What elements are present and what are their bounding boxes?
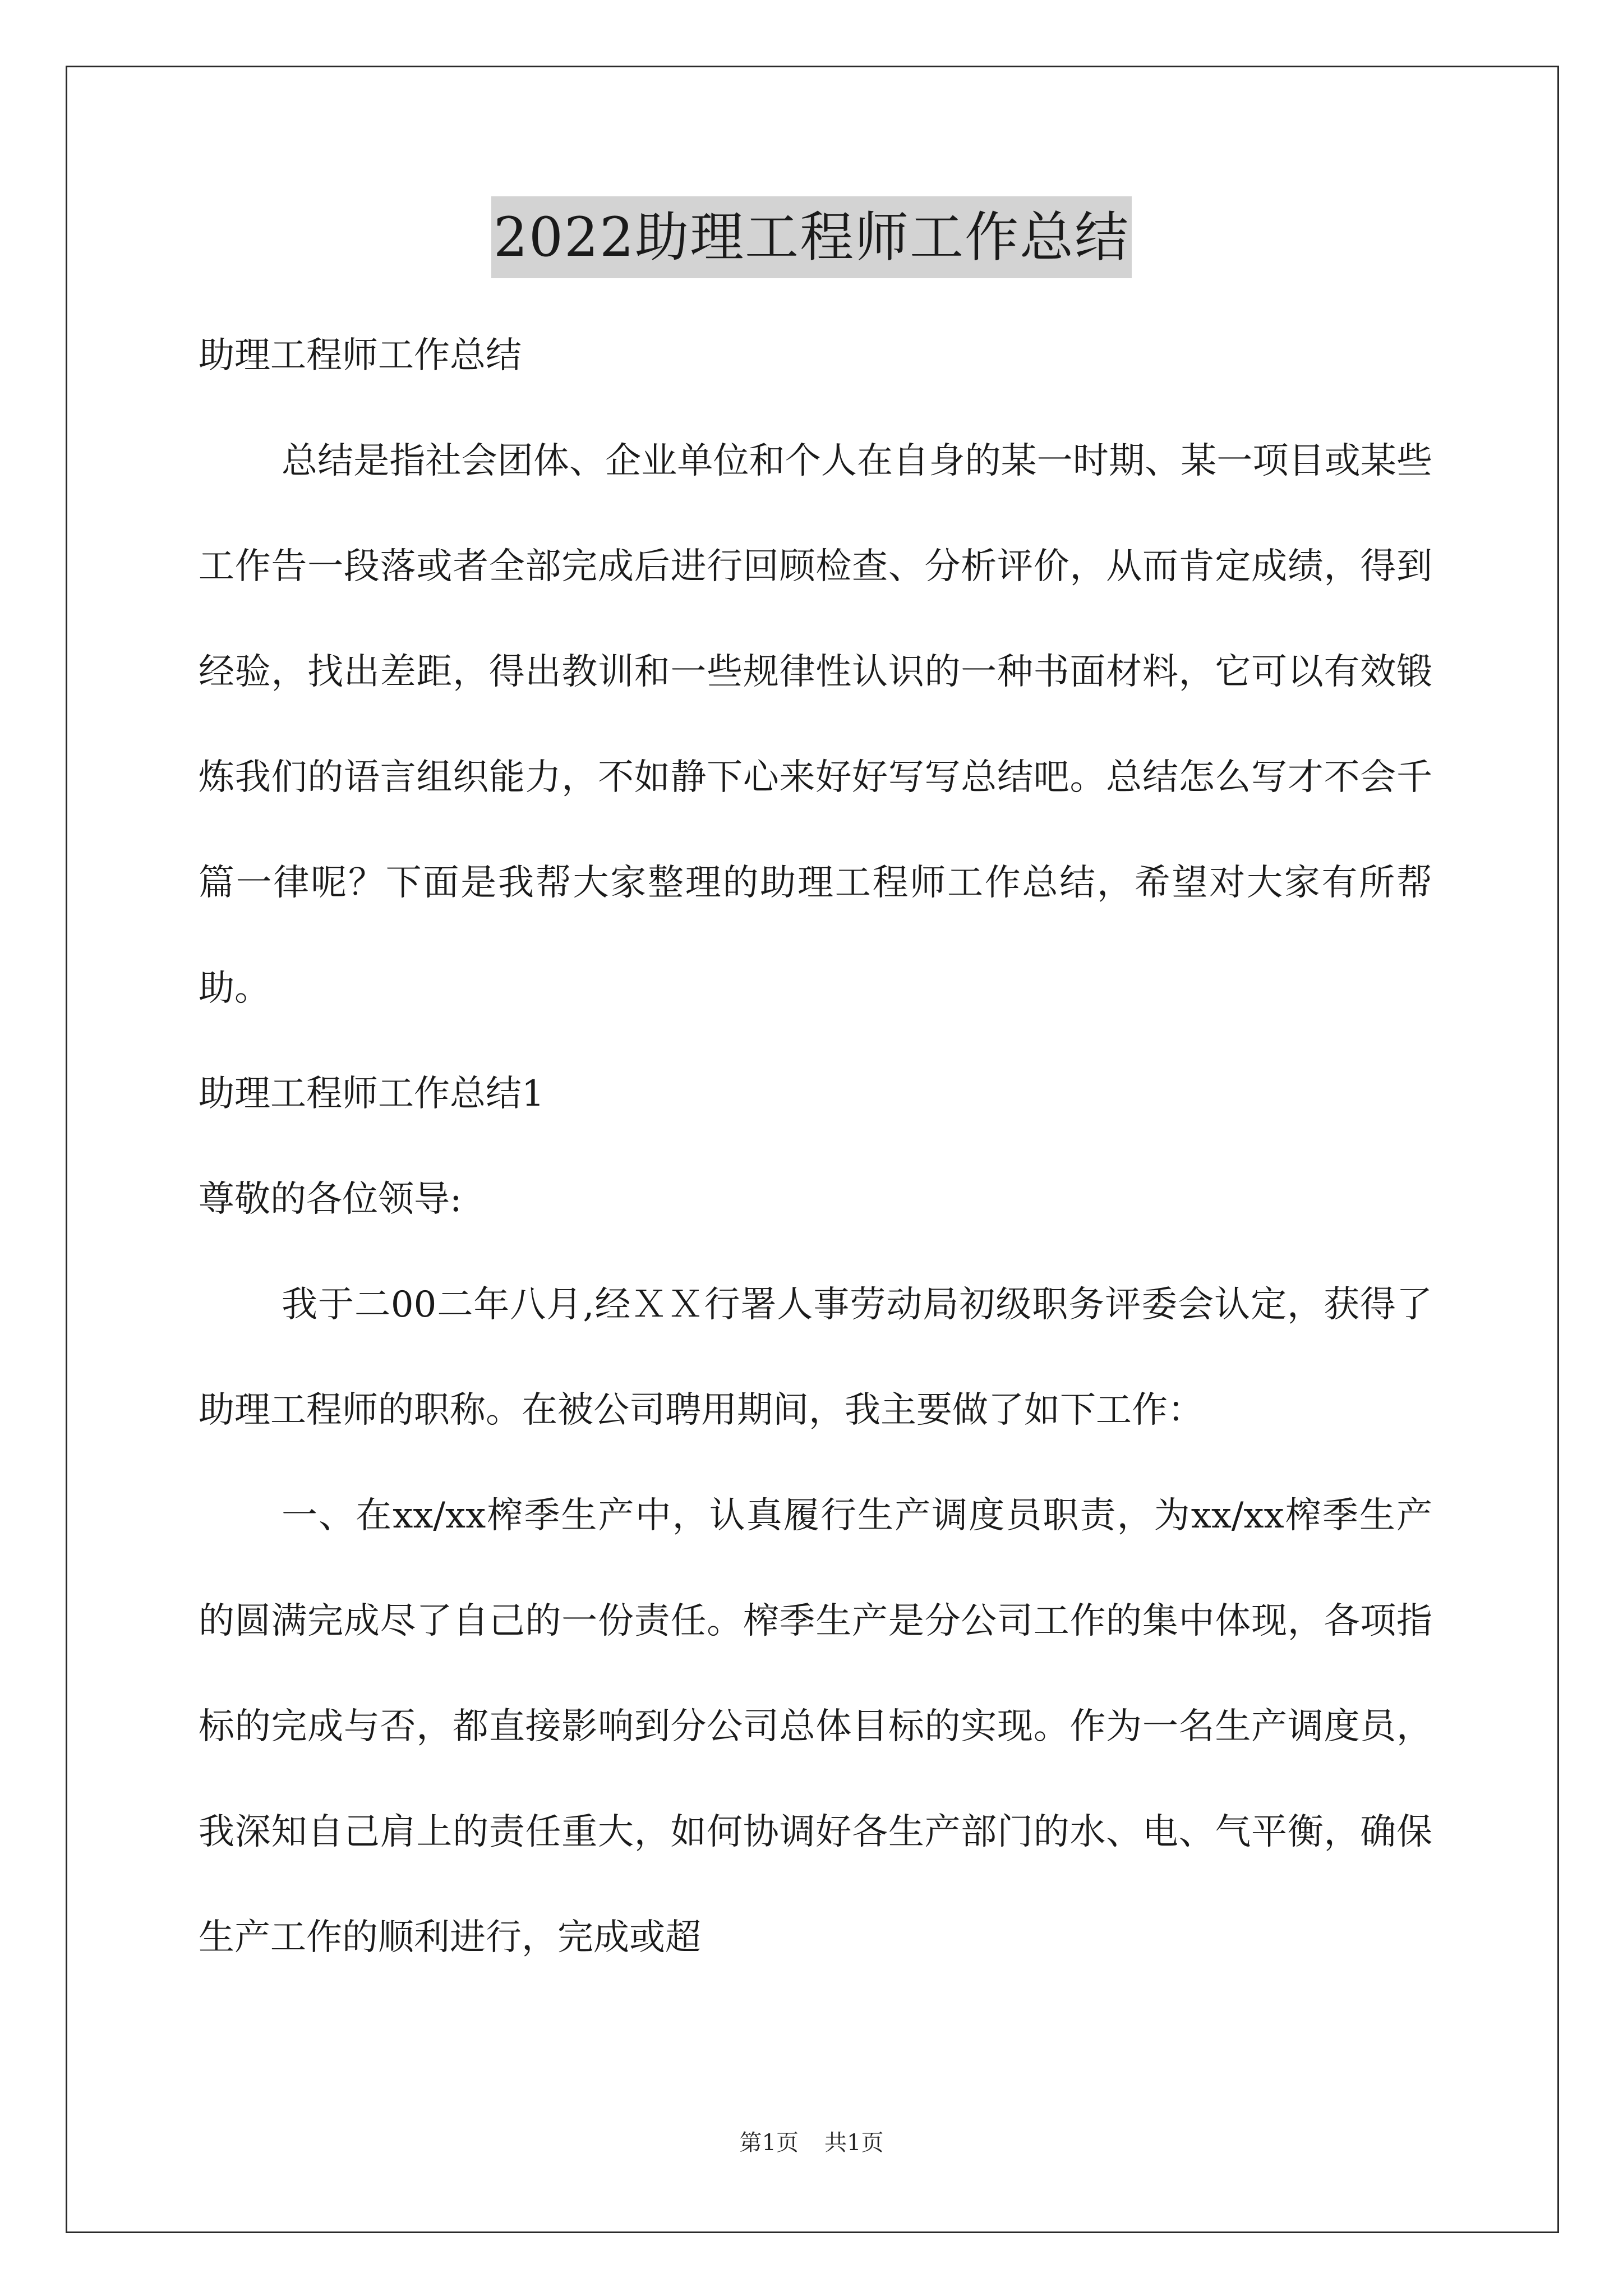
- body-paragraph: 一、在xx/xx榨季生产中，认真履行生产调度员职责，为xx/xx榨季生产的圆满完成尽了自己的一份责任。榨季生产是分公司工作的集中体现，各项指标的完成与否，都直接影响到分公司总体目标的实现。作为一名生产调度员，我深知自己肩上的责任重大，如何协调好各生产部门的水、电、气平衡，确保生产工作的顺利进行，完成或超: [199, 1495, 1432, 1958]
- document-body: [199, 303, 1432, 1990]
- page-total: 共1页: [824, 2130, 884, 2156]
- intro-paragraph: 总结是指社会团体、企业单位和个人在自身的某一时期、某一项目或某些工作告一段落或者全部完成后进行回顾检查、分析评价，从而肯定成绩，得到经验，找出差距，得出教训和一些规律性认识的一种书面材料，它可以有效锻炼我们的语言组织能力，不如静下心来好好写写总结吧。总结怎么写才不会千篇一律呢？下面是我帮大家整理的助理工程师工作总结，希望对大家有所帮助。: [199, 440, 1432, 1009]
- document-title: 2022助理工程师工作总结: [491, 196, 1132, 278]
- page-number: 第1页: [739, 2130, 799, 2156]
- salutation: 尊敬的各位领导:: [199, 1179, 462, 1220]
- body-paragraph: 我于二00二年八月,经ＸＸ行署人事劳动局初级职务评委会认定，获得了助理工程师的职称。在被公司聘用期间，我主要做了如下工作：: [199, 1284, 1432, 1431]
- title-container: [0, 196, 1623, 278]
- subtitle-heading: 助理工程师工作总结: [199, 335, 522, 376]
- page-footer: [0, 2126, 1623, 2160]
- section-heading: 助理工程师工作总结1: [199, 1073, 545, 1115]
